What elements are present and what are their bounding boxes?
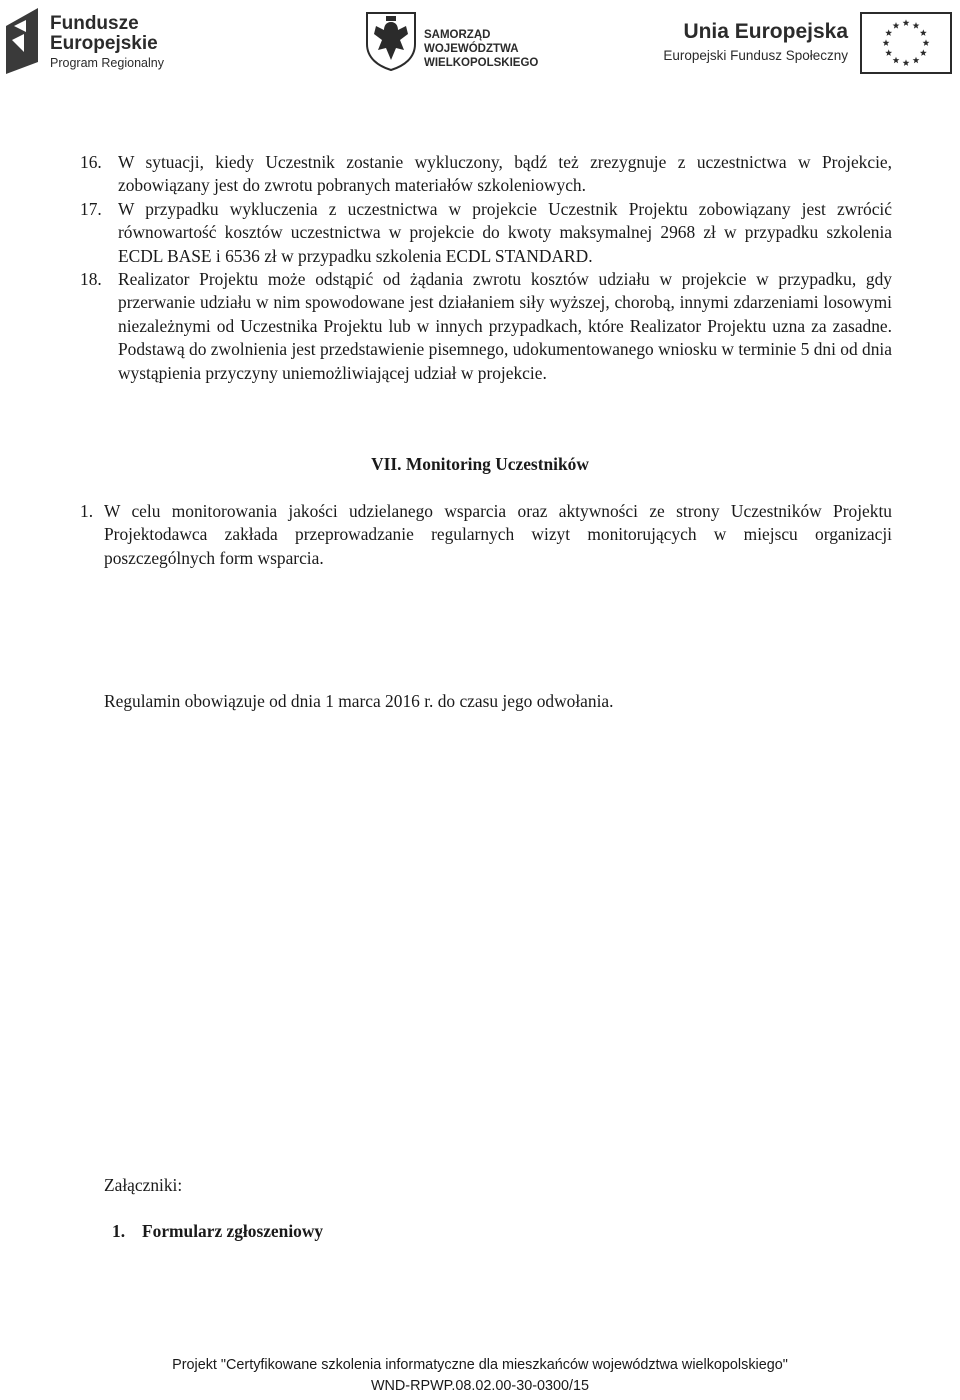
item-text: W przypadku wykluczenia z uczestnictwa w projekcie Uczestnik Projektu zobowiązany jest zwrócić równowartość kosztów uczestnictwa w projekcie do kwoty maksymalnej 2968 zł w przypadku szkolenia ECDL BASE i 6536 zł w przypadku szkolenia ECDL STANDARD. (118, 198, 892, 266)
attachments-list (112, 1220, 323, 1243)
closing-statement: Regulamin obowiązuje od dnia 1 marca 2016 r. do czasu jego odwołania. (104, 691, 614, 711)
logo-swp-line2: WIELKOPOLSKIEGO (424, 57, 539, 69)
section-heading: VII. Monitoring Uczestników (371, 454, 589, 474)
logo-fe-line3: Program Regionalny (50, 56, 164, 70)
footer-project-number: WND-RPWP.08.02.00-30-0300/15 (370, 1378, 590, 1394)
item-number: 18. (80, 269, 102, 290)
logo-ue-line1: Unia Europejska (683, 20, 848, 43)
logo-fe-line1: Fundusze (50, 13, 139, 34)
item-number: 17. (80, 198, 102, 219)
attachments-label: Załączniki: (104, 1175, 183, 1195)
logo-fe-line2: Europejskie (50, 33, 158, 54)
eu-flag-icon (860, 12, 952, 74)
item-text: W sytuacji, kiedy Uczestnik zostanie wykluczony, bądź też zrezygnuje z uczestnictwa w Projekcie, zobowiązany jest do zwrotu pobranych materiałów szkoleniowych. (118, 152, 892, 196)
fundusze-europejskie-logo (4, 6, 174, 76)
item-text: Realizator Projektu może odstąpić od żądania zwrotu kosztów udziału w projekcie w przypadku, gdy przerwanie udziału w nim spowodowane jest działaniem siły wyższej, chorobą, innymi zdarzeniami losowymi niezależnymi od Uczestnika Projektu lub w innych przypadkach, które Realizator Projektu uzna za zasadne. Podstawą do zwolnienia jest przedstawienie pisemnego, udokumentowanego wniosku w terminie 5 dni od dnia wystąpienia przyczyny uniemożliwiającej udział w projekcie. (118, 269, 892, 383)
item-number: 1. (80, 501, 94, 521)
page-footer (0, 1355, 960, 1397)
unia-europejska-logo (660, 12, 956, 74)
attachment-item (112, 1220, 323, 1243)
item-text: W celu monitorowania jakości udzielanego wsparcia oraz aktywności ze strony Uczestników Projektu Projektodawca zakłada przeprowadzanie regularnych wizyt monitorujących w miejscu organizacji poszczególnych form wsparcia. (104, 501, 892, 568)
monitoring-points-list (80, 500, 892, 570)
samorzad-wojewodztwa-logo (364, 10, 584, 72)
eagle-crest-icon (364, 10, 418, 72)
item-number: 16. (80, 152, 102, 172)
regulation-points-list (80, 151, 892, 385)
attachment-title: Formularz zgłoszeniowy (142, 1221, 324, 1241)
list-item (80, 198, 892, 268)
logo-swp-line1: SAMORZĄD WOJEWÓDZTWA (424, 29, 519, 55)
list-item (80, 268, 892, 385)
list-item (80, 500, 892, 570)
attachment-number: 1. (112, 1221, 126, 1241)
footer-project-title: Projekt "Certyfikowane szkolenia informatyczne dla mieszkańców województwa wielkopolskiego" (172, 1357, 788, 1373)
fundusze-europejskie-emblem-icon (4, 6, 44, 76)
logo-ue-line2: Europejski Fundusz Społeczny (663, 48, 848, 63)
list-item (80, 151, 892, 198)
